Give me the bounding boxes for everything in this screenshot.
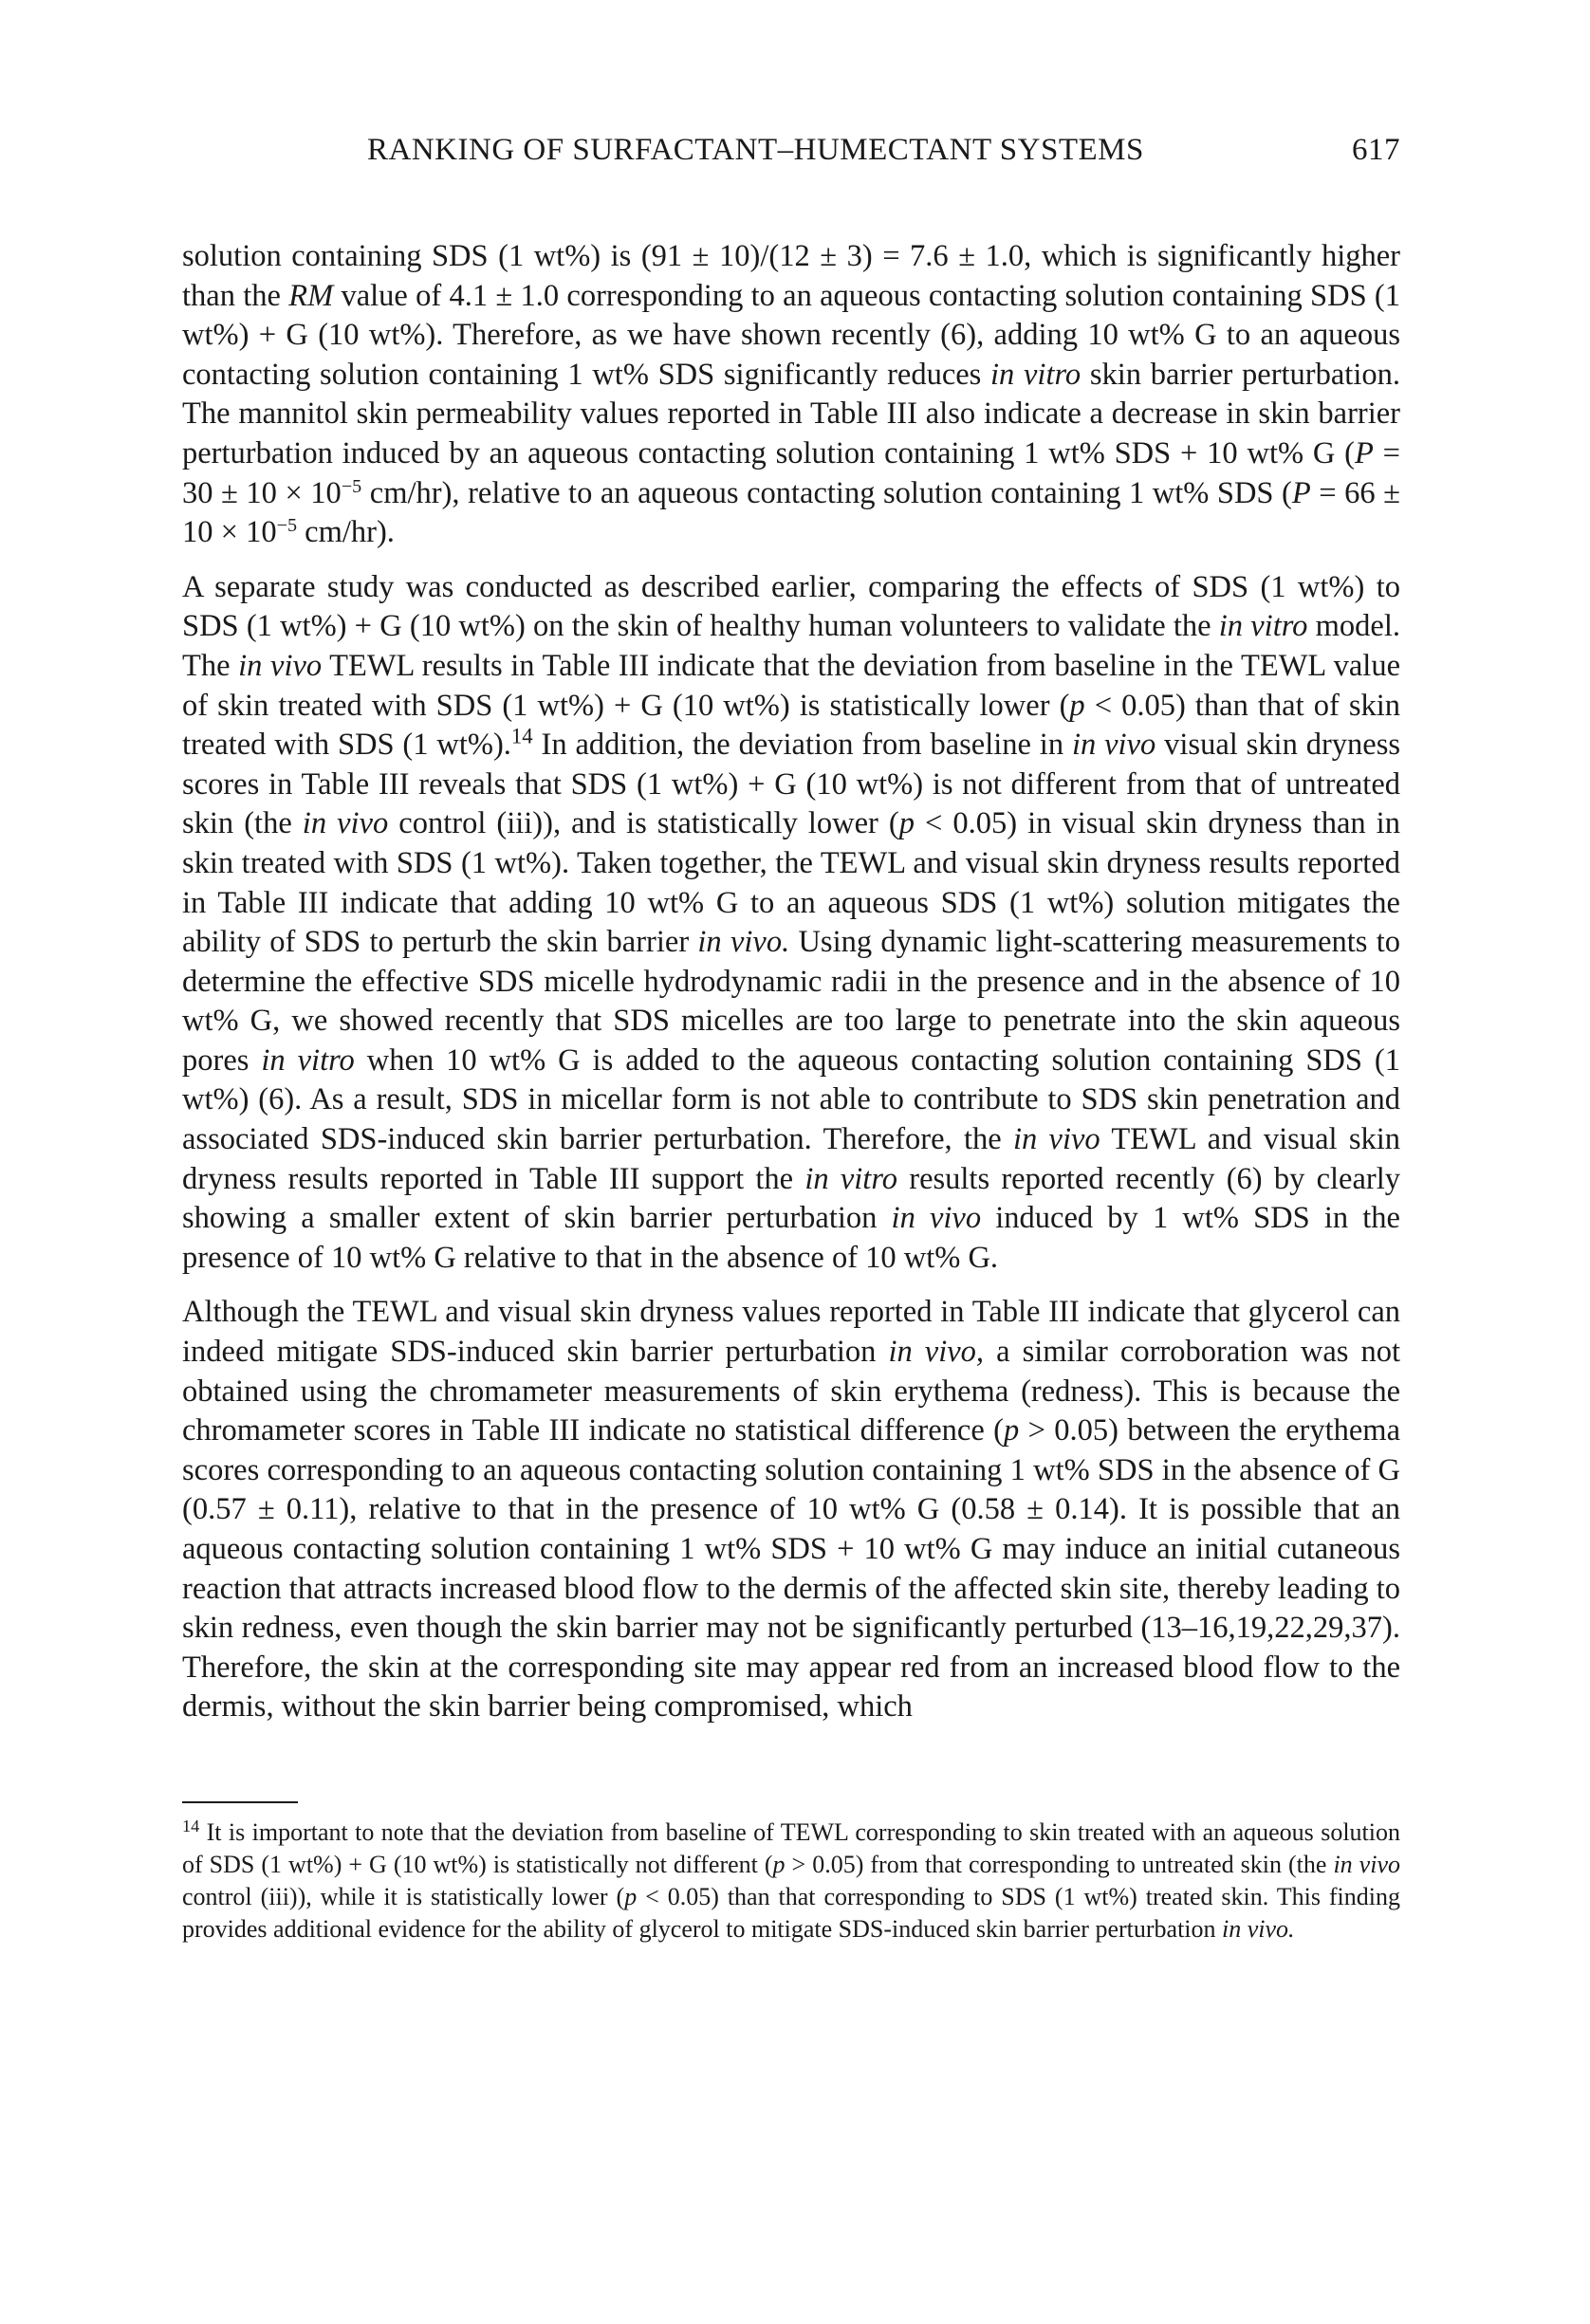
footnote-14: $^{14}$ It is important to note that the deviation from baseline of TEWL corresponding to skin treated with an aqueous solution of SDS (1 wt%) + G (10 wt%) is statistically not different (p > 0.05) from that corresponding to untreated skin (the in vivo control (iii)), while it is statistically lower (p < 0.05) than that corresponding to SDS (1 wt%) treated skin. This finding provides additional evidence for the ability of glycerol to mitigate SDS-induced skin barrier perturbation in vivo. — [182, 1816, 1400, 1943]
journal-page — [182, 133, 1400, 1946]
paragraph-1: solution containing SDS (1 wt%) is (91 ± 10)/(12 ± 3) = 7.6 ± 1.0, which is significantly higher than the RM value of 4.1 ± 1.0 corresponding to an aqueous contacting solution containing SDS (1 wt%) + G (10 wt%). Therefore, as we have shown recently (6), adding 10 wt% G to an aqueous contacting solution containing 1 wt% SDS significantly reduces in vitro skin barrier perturbation. The mannitol skin permeability values reported in Table III also indicate a decrease in skin barrier perturbation induced by an aqueous contacting solution containing 1 wt% SDS + 10 wt% G ($P = 30 \pm 10 \times 10^{-5}$ cm/hr), relative to an aqueous contacting solution containing 1 wt% SDS ($P = 66 \pm 10 \times 10^{-5}$ cm/hr). — [182, 239, 1401, 550]
paragraph-2: A separate study was conducted as described earlier, comparing the effects of SDS (1 wt%) to SDS (1 wt%) + G (10 wt%) on the skin of healthy human volunteers to validate the in vitro model. The in vivo TEWL results in Table III indicate that the deviation from baseline in the TEWL value of skin treated with SDS (1 wt%) + G (10 wt%) is statistically lower (p < 0.05) than that of skin treated with SDS (1 wt%).$^{14}$ In addition, the deviation from baseline in in vivo visual skin dryness scores in Table III reveals that SDS (1 wt%) + G (10 wt%) is not different from that of untreated skin (the in vivo control (iii)), and is statistically lower (p < 0.05) in visual skin dryness than in skin treated with SDS (1 wt%). Taken together, the TEWL and visual skin dryness results reported in Table III indicate that adding 10 wt% G to an aqueous SDS (1 wt%) solution mitigates the ability of SDS to perturb the skin barrier in vivo. Using dynamic light-scattering measurements to determine the effective SDS micelle hydrodynamic radii in the presence and in the absence of 10 wt% G, we showed recently that SDS micelles are too large to penetrate into the skin aqueous pores in vitro when 10 wt% G is added to the aqueous contacting solution containing SDS (1 wt%) (6). As a result, SDS in micellar form is not able to contribute to SDS skin penetration and associated SDS-induced skin barrier perturbation. Therefore, the in vivo TEWL and visual skin dryness results reported in Table III support the in vitro results reported recently (6) by clearly showing a smaller extent of skin barrier perturbation in vivo induced by 1 wt% SDS in the presence of 10 wt% G relative to that in the absence of 10 wt% G. — [182, 569, 1400, 1275]
footnote-mark: 14 — [182, 1816, 200, 1835]
body-text — [182, 237, 1400, 1727]
page-number: 617 — [1352, 133, 1400, 167]
footnote-reference[interactable]: 14 — [510, 724, 533, 748]
running-title: RANKING OF SURFACTANT–HUMECTANT SYSTEMS — [367, 133, 1144, 167]
paragraph-3: Although the TEWL and visual skin dryness values reported in Table III indicate that glycerol can indeed mitigate SDS-induced skin barrier perturbation in vivo, a similar corroboration was not obtained using the chromameter measurements of skin erythema (redness). This is because the chromameter scores in Table III indicate no statistical difference (p > 0.05) between the erythema scores corresponding to an aqueous contacting solution containing 1 wt% SDS in the absence of G (0.57 ± 0.11), relative to that in the presence of 10 wt% G (0.58 ± 0.14). It is possible that an aqueous contacting solution containing 1 wt% SDS + 10 wt% G may induce an initial cutaneous reaction that attracts increased blood flow to the dermis of the affected skin site, thereby leading to skin redness, even though the skin barrier may not be significantly perturbed (13–16,19,22,29,37). Therefore, the skin at the corresponding site may appear red from an increased blood flow to the dermis, without the skin barrier being compromised, which — [182, 1295, 1400, 1725]
running-header — [182, 133, 1400, 175]
footnote-divider — [182, 1801, 298, 1803]
